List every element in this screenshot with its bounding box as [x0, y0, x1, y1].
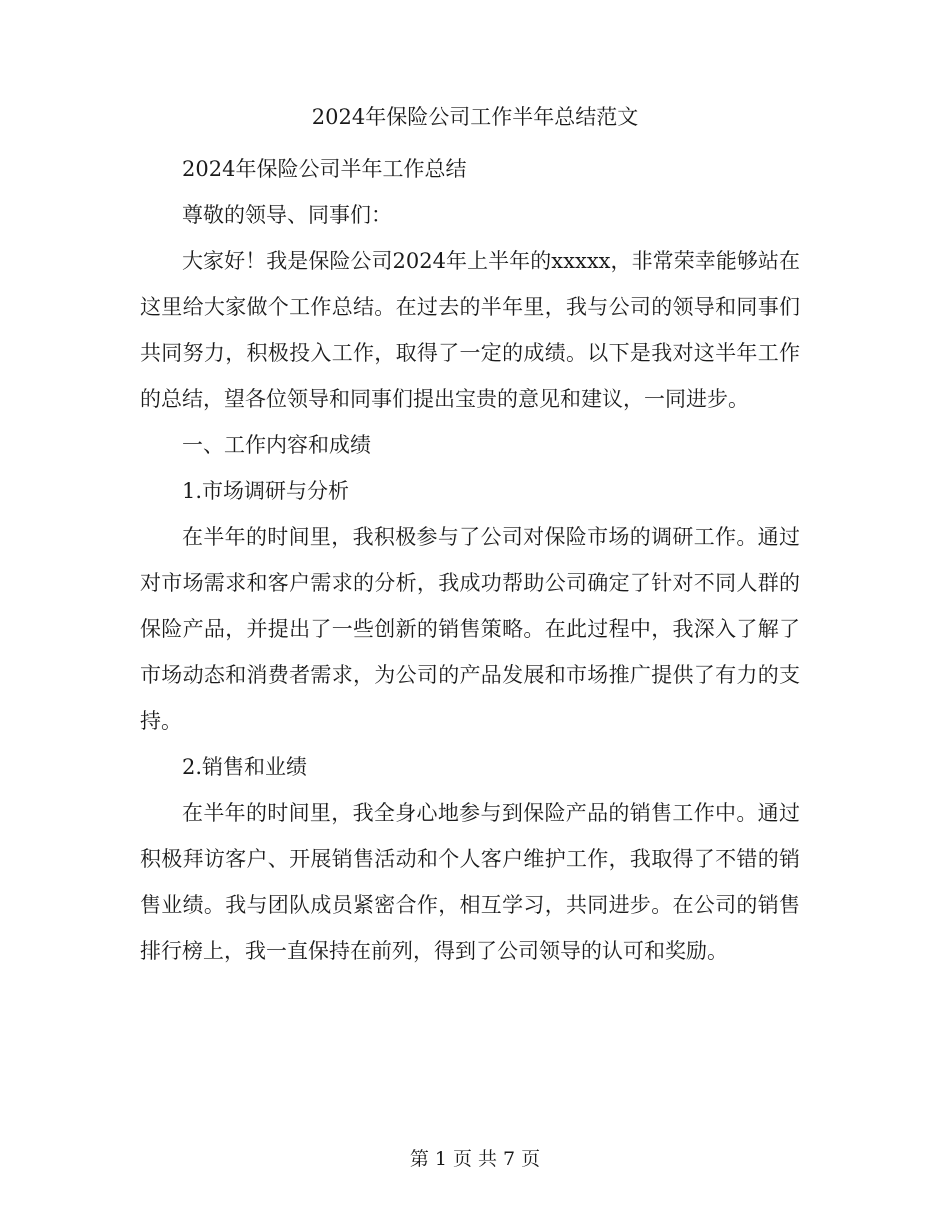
document-body [140, 146, 800, 974]
subheading-market-research: 1.市场调研与分析 [182, 479, 350, 503]
subtitle-paragraph: 2024年保险公司半年工作总结 [182, 157, 467, 181]
sales-performance-paragraph: 在半年的时间里，我全身心地参与到保险产品的销售工作中。通过积极拜访客户、开展销售活动和个人客户维护工作，我取得了不错的销售业绩。我与团队成员紧密合作，相互学习，共同进步。在公司的销售排行榜上，我一直保持在前列，得到了公司领导的认可和奖励。 [140, 801, 800, 963]
intro-paragraph: 大家好！我是保险公司2024年上半年的xxxxx，非常荣幸能够站在这里给大家做个工作总结。在过去的半年里，我与公司的领导和同事们共同努力，积极投入工作，取得了一定的成绩。以下是我对这半年工作的总结，望各位领导和同事们提出宝贵的意见和建议，一同进步。 [140, 249, 800, 411]
page-number-footer: 第 1 页 共 7 页 [409, 1148, 541, 1170]
market-research-paragraph: 在半年的时间里，我积极参与了公司对保险市场的调研工作。通过对市场需求和客户需求的分析，我成功帮助公司确定了针对不同人群的保险产品，并提出了一些创新的销售策略。在此过程中，我深入了解了市场动态和消费者需求，为公司的产品发展和市场推广提供了有力的支持。 [140, 525, 800, 733]
section-heading-work-content: 一、工作内容和成绩 [182, 433, 371, 457]
document-title: 2024年保险公司工作半年总结范文 [311, 105, 639, 129]
salutation-paragraph: 尊敬的领导、同事们： [182, 203, 392, 227]
subheading-sales-performance: 2.销售和业绩 [182, 755, 308, 779]
